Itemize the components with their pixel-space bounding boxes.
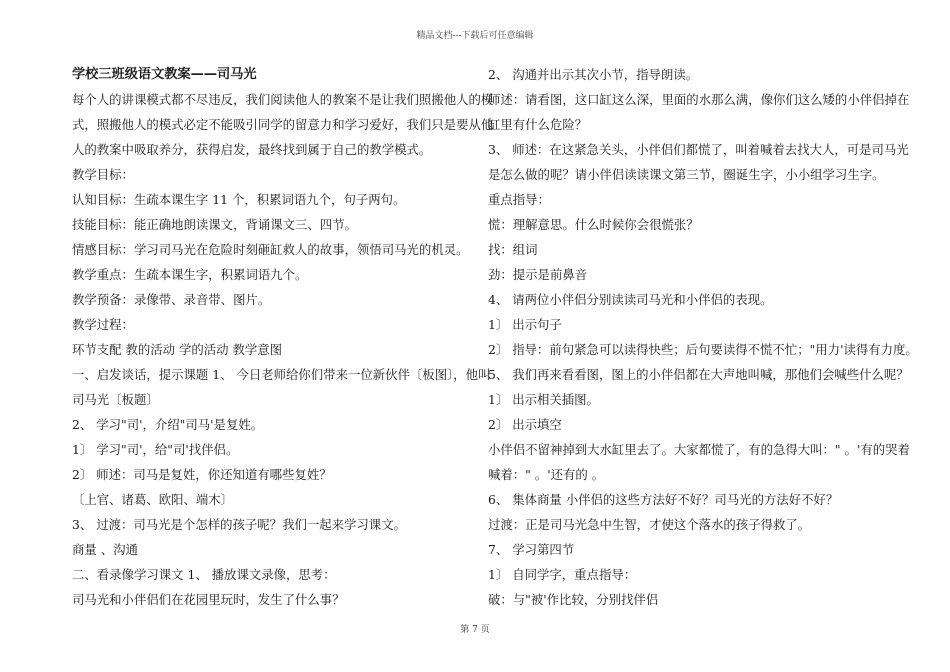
text-line: 小伴侣不留神掉到大水缸里去了。大家都慌了，有的急得大叫：" 。'有的哭着 — [488, 442, 910, 457]
text-line: 教学目标： — [72, 167, 134, 182]
text-line: 师述：请看图，这口缸这么深，里面的水那么满，像你们这么矮的小伴侣掉在 — [488, 92, 910, 107]
text-line: 找：组词 — [488, 242, 538, 257]
text-line: 〔上官、诸葛、欧阳、端木〕 — [72, 492, 234, 507]
text-line: 3、 过渡：司马光是个怎样的孩子呢？我们一起来学习课文。 — [72, 517, 406, 532]
text-line: 人的教案中吸取养分，获得启发，最终找到属于自己的教学模式。 — [72, 142, 432, 157]
text-line: 司马光和小伴侣们在花园里玩时，发生了什么事？ — [72, 592, 345, 607]
text-line: 过渡：正是司马光急中生智，才使这个落水的孩子得救了。 — [488, 517, 811, 532]
text-line: 一、启发谈话，提示课题 1、 今日老师给你们带来一位新伙伴〔板图〕，他叫 — [72, 367, 491, 382]
text-line: 司马光〔板题〕 — [72, 392, 159, 407]
text-line: 商量 、沟通 — [72, 542, 138, 557]
text-line: 1〕 出示句子 — [488, 317, 562, 332]
right-text-lines — [488, 62, 918, 612]
document-title: 学校三班级语文教案——司马光 — [72, 67, 257, 82]
text-line: 5、 我们再来看看图，图上的小伴侣都在大声地叫喊，那他们会喊些什么呢？ — [488, 367, 909, 382]
text-line: 2、 沟通并出示其次小节，指导朗读。 — [488, 67, 699, 82]
text-line: 4、 请两位小伴侣分别读读司马光和小伴侣的表现。 — [488, 292, 773, 307]
text-line: 1〕 自同学字，重点指导： — [488, 567, 637, 582]
text-line: 1〕 出示相关插图。 — [488, 392, 599, 407]
right-column — [488, 62, 918, 612]
text-line: 2〕 师述：司马是复姓，你还知道有哪些复姓？ — [72, 467, 332, 482]
text-line: 慌：理解意思。什么时候你会很慌张？ — [488, 217, 699, 232]
text-line: 破：与"被'作比较，分别找伴侣 — [488, 592, 659, 607]
text-line: 喊着：" 。'还有的 。 — [488, 467, 605, 482]
text-line: 劲：提示是前鼻音 — [488, 267, 588, 282]
text-line: 二、看录像学习课文 1、 播放课文录像，思考： — [72, 567, 336, 582]
left-text-lines — [72, 87, 494, 612]
text-line: 情感目标：学习司马光在危险时刻砸缸救人的故事，领悟司马光的机灵。 — [72, 242, 469, 257]
text-line: 7、 学习第四节 — [488, 542, 575, 557]
page-footer: 第 7 页 — [460, 625, 490, 635]
text-line: 2、 学习"司'，介绍"司马'是复姓。 — [72, 417, 264, 432]
text-line: 重点指导： — [488, 192, 550, 207]
left-column — [72, 62, 494, 612]
text-line: 认知目标：生疏本课生字 11 个，积累词语九个，句子两句。 — [72, 192, 406, 207]
text-line: 教学预备：录像带、录音带、图片。 — [72, 292, 271, 307]
text-line: 2〕 出示填空 — [488, 417, 562, 432]
text-line: 是怎么做的呢？请小伴侣读读课文第三节，圈诞生字，小小组学习生字。 — [488, 167, 885, 182]
text-line: 3、 师述：在这紧急关头，小伴侣们都慌了，叫着喊着去找大人，可是司马光 — [488, 142, 909, 157]
text-line: 环节支配 教的活动 学的活动 教学意图 — [72, 342, 283, 357]
text-line: 每个人的讲课模式都不尽违反，我们阅读他人的教案不是让我们照搬他人的模 — [72, 92, 494, 107]
text-line: 教学重点：生疏本课生字，积累词语九个。 — [72, 267, 308, 282]
text-line: 教学过程： — [72, 317, 134, 332]
text-line: 2〕 指导：前句紧急可以读得快些；后句要读得不慌不忙；"用力'读得有力度。 — [488, 342, 918, 357]
text-line: 1〕 学习"司'，给"司'找伴侣。 — [72, 442, 239, 457]
text-line: 技能目标：能正确地朗读课文，背诵课文三、四节。 — [72, 217, 357, 232]
text-line: 缸里有什么危险？ — [488, 117, 588, 132]
text-line: 式，照搬他人的模式必定不能吸引同学的留意力和学习爱好，我们只是要从他 — [72, 117, 494, 132]
text-line: 6、 集体商量 小伴侣的这些方法好不好？司马光的方法好不好？ — [488, 492, 839, 507]
page-header: 精品文档---下载后可任意编辑 — [416, 31, 534, 41]
